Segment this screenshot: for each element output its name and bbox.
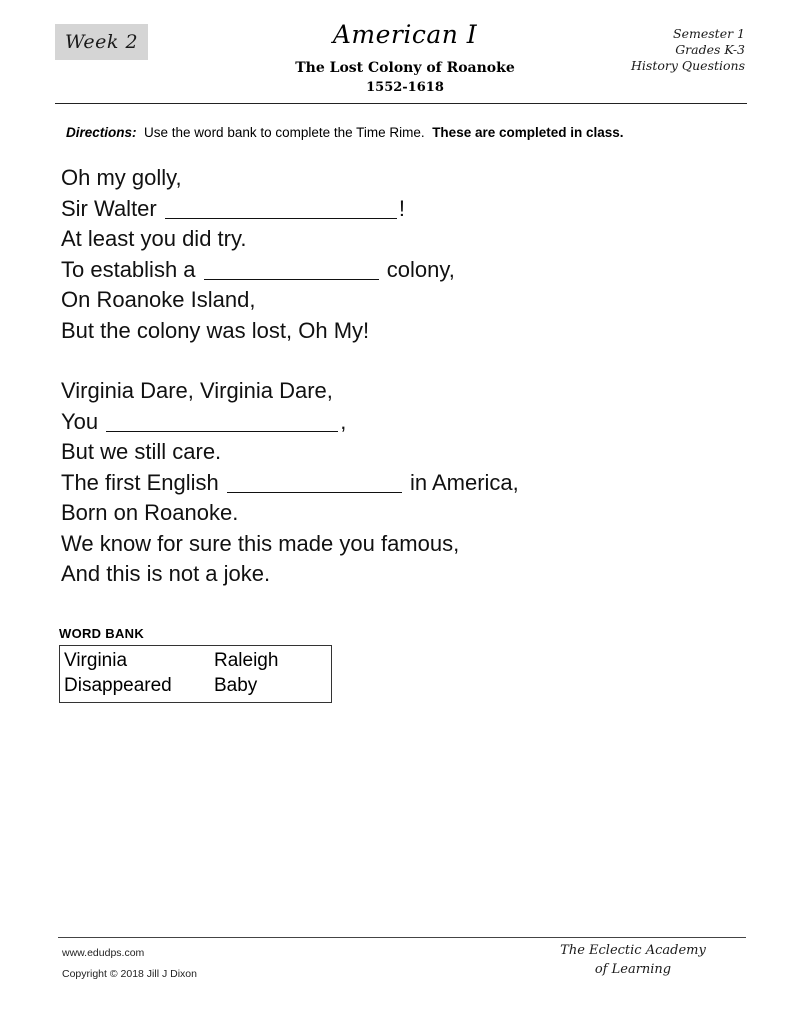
word-bank-word[interactable]: Virginia xyxy=(64,650,128,671)
poem-line xyxy=(61,224,721,255)
poem-line xyxy=(61,285,721,316)
word-bank-title: WORD BANK xyxy=(59,626,145,641)
date-range: 1552-1618 xyxy=(366,80,444,95)
poem-line-text: And this is not a joke. xyxy=(61,561,271,586)
word-bank-word[interactable]: Disappeared xyxy=(64,675,172,696)
poem-line xyxy=(61,316,721,347)
meta-grades: Grades K-3 xyxy=(675,42,745,57)
poem-line-text: But the colony was lost, Oh My! xyxy=(61,317,370,343)
header-meta xyxy=(535,26,745,74)
word-bank-word[interactable]: Baby xyxy=(214,675,258,696)
poem-line xyxy=(61,468,721,499)
poem-stanza-2 xyxy=(61,376,721,590)
word-bank-row xyxy=(64,648,331,673)
poem-line-text: You xyxy=(61,408,105,434)
word-bank-row xyxy=(64,673,331,698)
poem-line-text-tail: ! xyxy=(398,195,405,221)
poem-line-text: Sir Walter xyxy=(61,195,163,221)
poem-line-text: Virginia Dare, Virginia Dare, xyxy=(61,378,333,403)
poem-line-text: On Roanoke Island, xyxy=(61,287,256,312)
directions xyxy=(66,124,624,142)
header-divider xyxy=(55,103,747,104)
answer-blank[interactable] xyxy=(106,411,338,432)
page-subtitle: The Lost Colony of Roanoke xyxy=(295,60,515,76)
poem-line-text: Oh my golly, xyxy=(61,165,182,190)
poem-stanza-1 xyxy=(61,163,721,346)
page-title: American I xyxy=(332,20,478,49)
directions-emphasis: These are completed in class. xyxy=(432,125,624,140)
footer-copyright: Copyright © 2018 Jill J Dixon xyxy=(62,968,197,980)
poem-line-text: We know for sure this made you famous, xyxy=(61,530,460,556)
directions-label: Directions: xyxy=(66,125,137,140)
poem-line-text: At least you did try. xyxy=(61,226,247,251)
poem-line-text: But we still care. xyxy=(61,439,222,464)
footer-brand xyxy=(523,941,743,979)
page-header xyxy=(55,18,745,100)
poem-line xyxy=(61,255,721,286)
footer-website[interactable]: www.edudps.com xyxy=(62,947,145,959)
poem-line-text: Born on Roanoke. xyxy=(61,500,239,525)
footer-brand-line-1: The Eclectic Academy xyxy=(560,943,706,958)
poem-line xyxy=(61,437,721,468)
week-badge: Week 2 xyxy=(55,24,148,60)
poem-line xyxy=(61,163,721,194)
poem-line-text: The first English xyxy=(61,469,225,495)
answer-blank[interactable] xyxy=(204,259,379,280)
poem-line xyxy=(61,376,721,407)
poem-line xyxy=(61,559,721,590)
word-bank xyxy=(59,626,332,703)
poem-line-text: To establish a xyxy=(61,256,202,282)
poem-line xyxy=(61,529,721,560)
poem-line xyxy=(61,498,721,529)
word-bank-word[interactable]: Raleigh xyxy=(214,650,279,671)
poem-line-text-tail: in America, xyxy=(403,469,519,495)
answer-blank[interactable] xyxy=(165,198,397,219)
poem-line-text-tail: colony, xyxy=(380,256,455,282)
word-bank-box xyxy=(59,645,332,703)
poem-line xyxy=(61,194,721,225)
poem-line-text-tail: , xyxy=(340,408,347,434)
directions-text: Use the word bank to complete the Time Rime. xyxy=(144,125,425,140)
footer-brand-line-2: of Learning xyxy=(594,962,672,977)
meta-subject: History Questions xyxy=(631,58,745,73)
stanza-spacer xyxy=(61,346,721,376)
meta-semester: Semester 1 xyxy=(673,26,745,41)
poem xyxy=(61,163,721,590)
footer-divider xyxy=(58,937,746,938)
poem-line xyxy=(61,407,721,438)
footer-left xyxy=(62,943,197,985)
answer-blank[interactable] xyxy=(227,472,402,493)
